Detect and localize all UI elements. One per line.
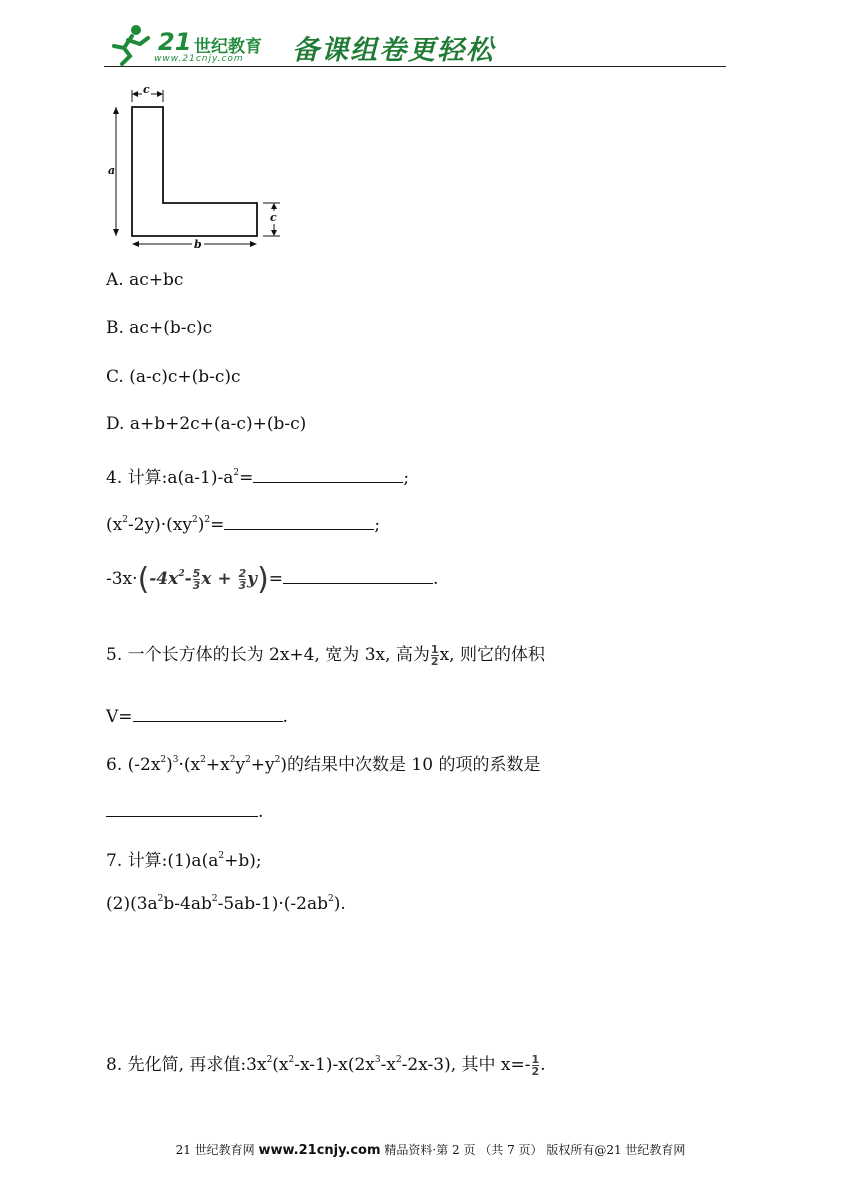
- logo-url: www.21cnjy.com: [154, 54, 244, 64]
- header-logo: [106, 22, 526, 68]
- l-shape-figure: [100, 80, 290, 260]
- label-top-c: c: [143, 83, 150, 96]
- question-4-line-2: $(x^2-2y)\cdot(xy^2)^2=$ ;: [106, 511, 380, 535]
- option-d: D. a+b+2c+(a-c)+(b-c): [106, 414, 307, 434]
- answer-blank[interactable]: [283, 565, 433, 584]
- page-footer: 21 世纪教育网 www.21cnjy.com 精品资料·第 2 页 （共 7 页） 版权所有@21 世纪教育网: [175, 1143, 686, 1158]
- math-expression: $-4x^2-$ $\frac{5}{3}$ x + $\frac{2}{3}$ y: [149, 567, 258, 592]
- question-6-line-1: 6. $(-2x^2)^3\cdot(x^2+x^2y^2+y^2)$的结果中次数是 10 的项的系数是: [106, 755, 541, 775]
- runner-logo-icon: [106, 24, 154, 66]
- answer-blank[interactable]: [133, 703, 283, 722]
- question-7-line-1: 7. 计算$:(1)a(a^2+b)$;: [106, 851, 262, 871]
- fraction-one-half: $\frac{1}{2}$: [531, 1053, 540, 1078]
- answer-blank[interactable]: [106, 798, 258, 817]
- option-c: C. (a-c)c+(b-c)c: [106, 367, 241, 387]
- fraction-five-thirds: $\frac{5}{3}$: [192, 567, 201, 592]
- question-6-line-2: .: [106, 798, 263, 822]
- question-5-line-2: V= .: [106, 703, 288, 727]
- answer-blank[interactable]: [224, 511, 374, 530]
- footer-site-link[interactable]: www.21cnjy.com: [258, 1143, 381, 1158]
- fraction-one-half: $\frac{1}{2}$: [430, 643, 439, 668]
- label-left-a: a: [108, 164, 116, 177]
- header-slogan: 备课组卷更轻松: [292, 35, 495, 66]
- l-shape-diagram: [100, 80, 290, 260]
- logo-number: 21: [158, 28, 192, 56]
- fraction-two-thirds: $\frac{2}{3}$: [238, 567, 247, 592]
- question-5-line-1: 5. 一个长方体的长为 2x+4, 宽为 3x, 高为 $\frac{1}{2}$ x, 则它的体积: [106, 643, 545, 668]
- answer-blank[interactable]: [253, 464, 403, 483]
- label-bottom-b: b: [194, 238, 202, 251]
- header-divider: [104, 66, 726, 67]
- option-b: B. ac+(b-c)c: [106, 318, 213, 338]
- label-right-c: c: [270, 211, 277, 224]
- logo-text: 世纪教育: [194, 37, 262, 57]
- question-4-line-1: 4. 计算$:a(a-1)-a^2=$ ;: [106, 463, 409, 488]
- question-7-line-2: $(2)(3a^2b-4ab^2-5ab-1)\cdot(-2ab^2)$.: [106, 894, 346, 914]
- question-8: 8. 先化简, 再求值$:3x^2(x^2-x-1)-x(2x^3-x^2-2x-3)$, 其中 x=- $\frac{1}{2}$ .: [106, 1053, 546, 1078]
- question-4-line-3: $-3x\cdot(-4x^2-$ $\frac{5}{3}$ x + $\frac{2}{3}$ y)= .: [106, 562, 439, 597]
- option-a: A. ac+bc: [106, 270, 184, 290]
